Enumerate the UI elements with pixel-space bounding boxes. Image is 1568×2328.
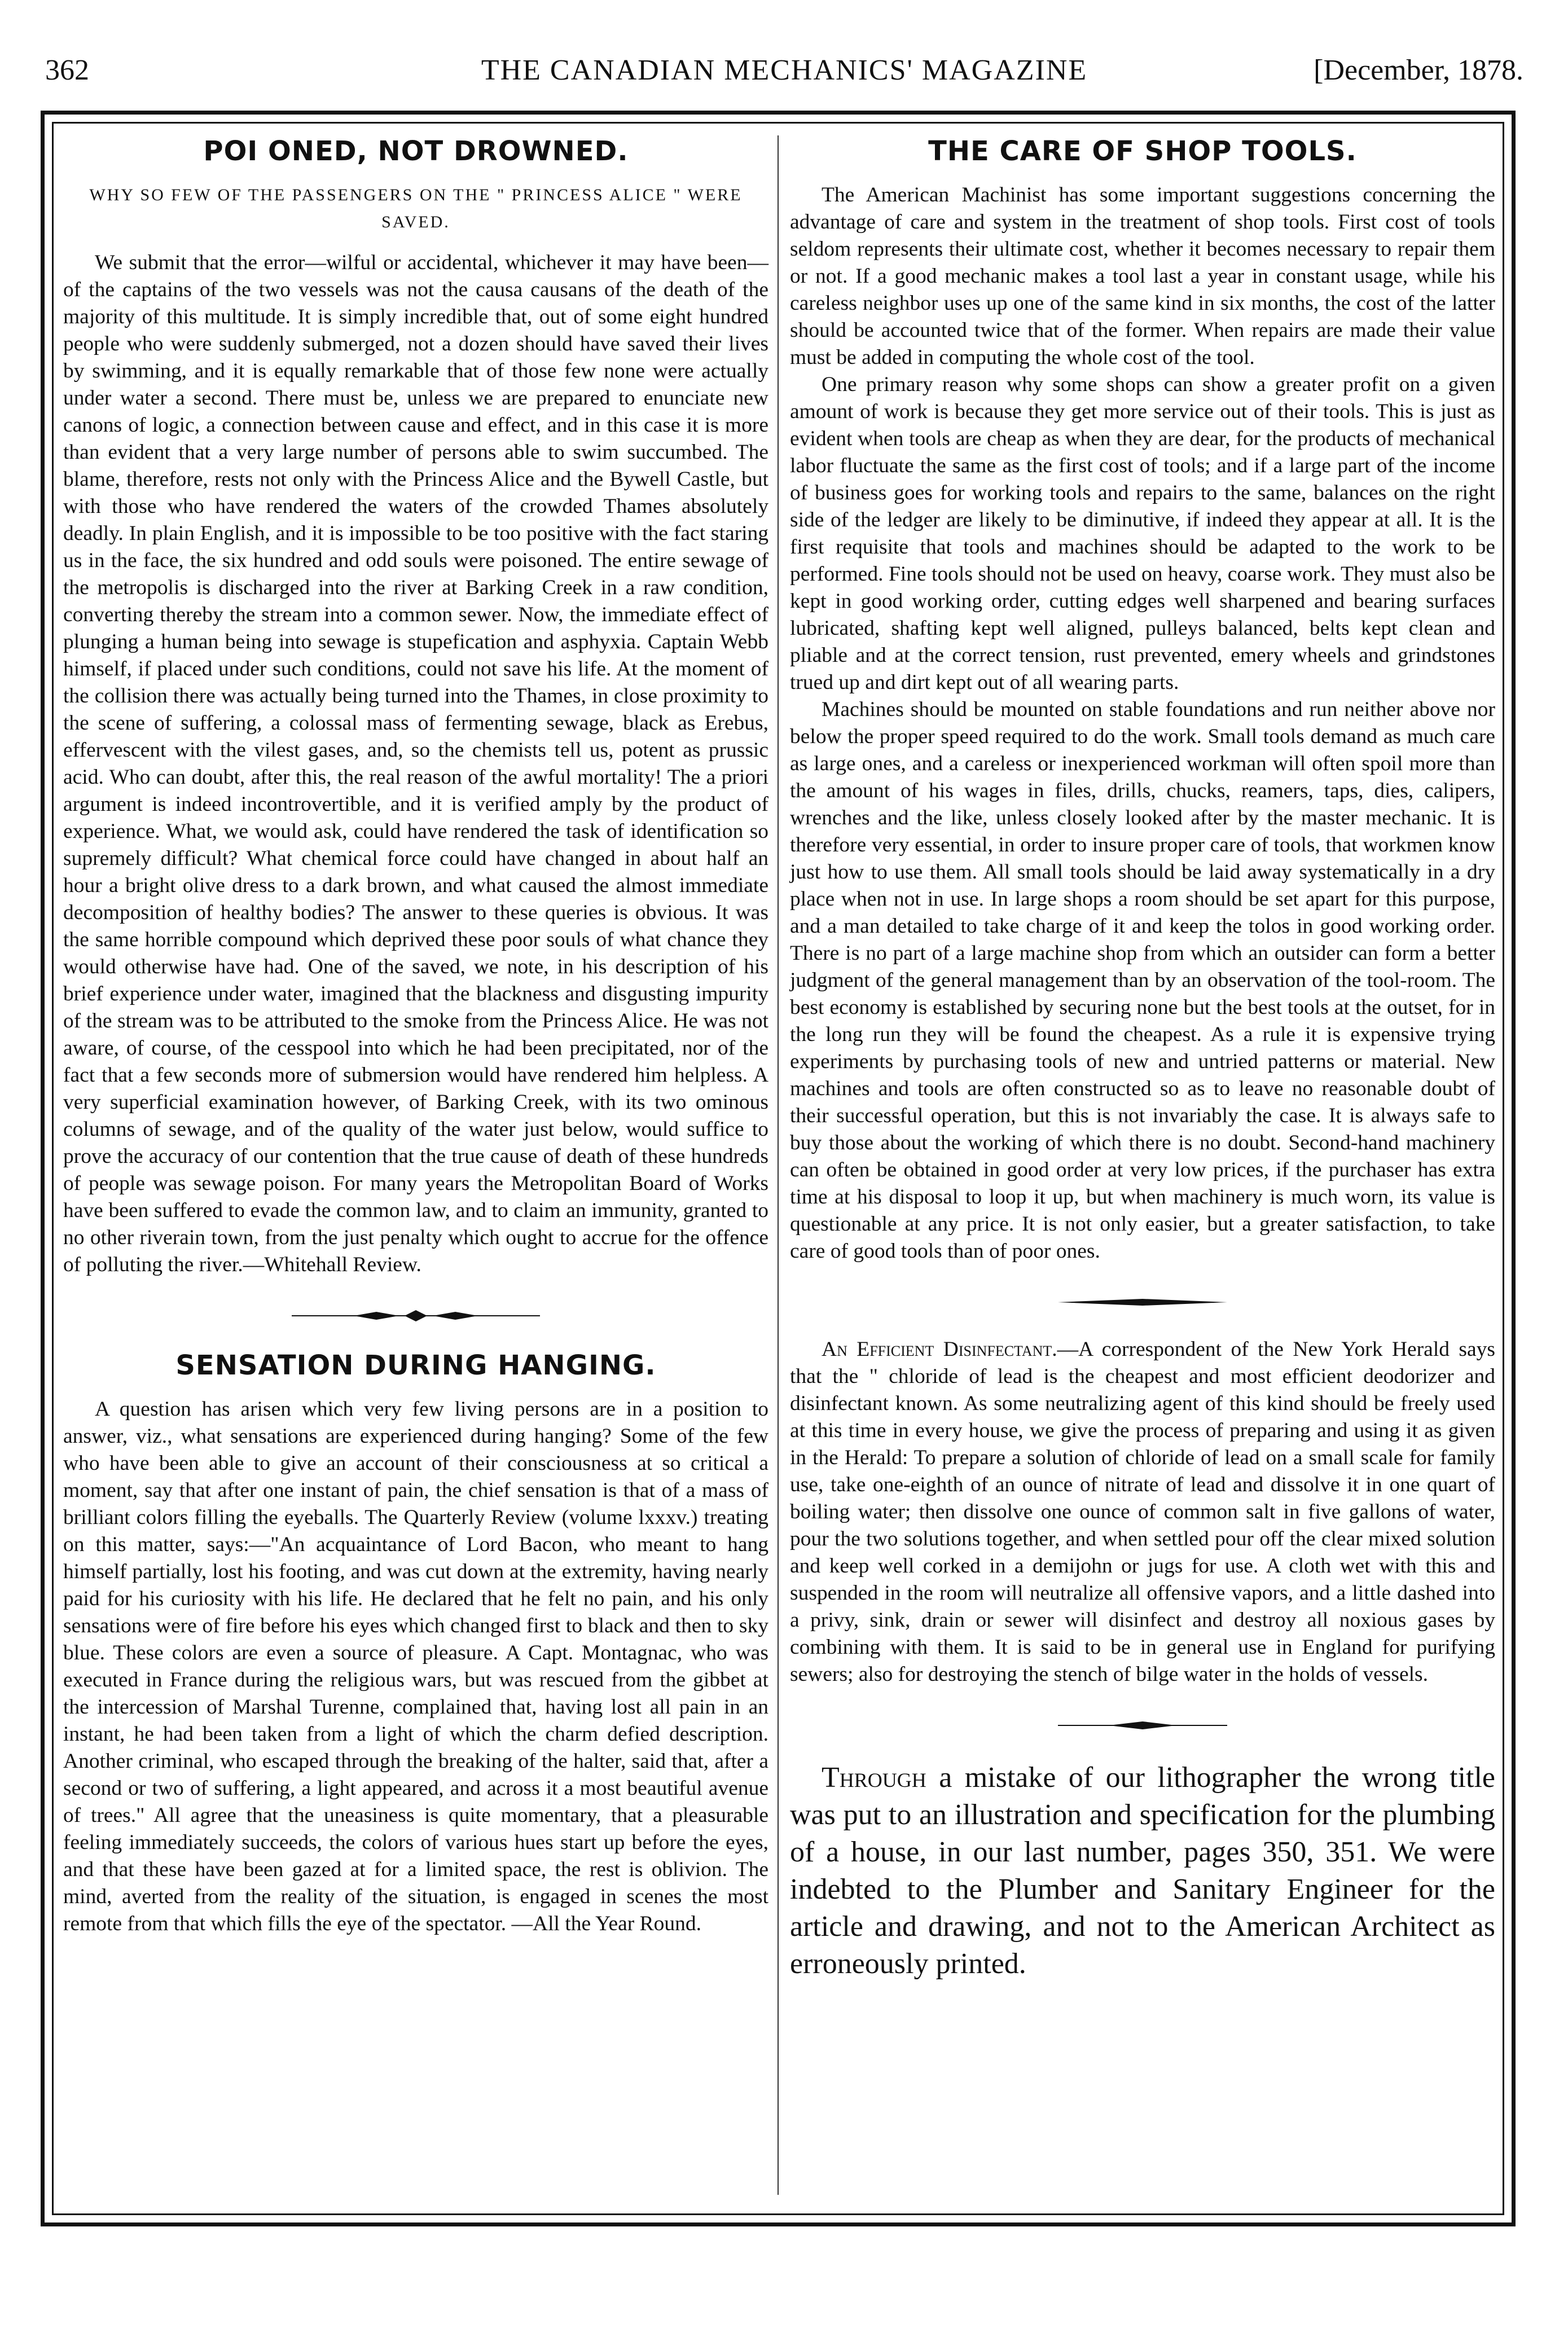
right-column <box>790 135 1495 1983</box>
article-subtitle-poisoned: WHY SO FEW OF THE PASSENGERS ON THE " PRINCESS ALICE " WERE SAVED. <box>89 186 743 231</box>
page-number: 362 <box>45 54 89 86</box>
erratum-paragraph <box>790 1759 1495 1983</box>
erratum-notice <box>790 1759 1495 1983</box>
article-para-shop-tools-3: Machines should be mounted on stable foundations and run neither above nor below the proper speed required to do the work. Small tools demand as much care as large ones, and a careless or inexperienced workman will often spoil more than the amount of his wages in files, drills, chucks, reamers, taps, dies, calipers, wrenches and the like, unless closely looked after by the master mechanic. It is therefore very essential, in order to insure proper care of tools, that workmen know just how to use them. All small tools should be laid away systematically in a dry place when not in use. In large shops a room should be set apart for this purpose, and a man detailed to take charge of it and keep the tolos in good working order. There is no part of a large machine shop from which an outsider can form a better judgment of the general management than by an observation of the tool-room. The best economy is established by securing none but the best tools at the outset, for in the long run they will be found the cheapest. As a rule it is expensive trying experiments by purchasing tools of new and untried patterns or material. New machines and tools are often constructed so as to leave no reasonable doubt of their successful operation, but this is not invariably the case. It is always safe to buy those about the working of which there is no doubt. Second-hand machinery can often be obtained in good order at very low prices, if the purchaser has extra time at his disposal to loop it up, but when machinery is much worn, its value is questionable at any price. It is not only easier, but a greater satisfaction, to take care of good tools than of poor ones. <box>790 698 1495 1263</box>
ornament-icon <box>292 1307 540 1324</box>
article-body-hanging: A question has arisen which very few living persons are in a position to answer, viz., what sensations are experienced during hanging? Some of the few who have been able to give an account of their consciousness at so critical a moment, say that after one instant of pain, the chief sensation is that of a mass of brilliant colors filling the eyeballs. The Quarterly Review (volume lxxxv.) treating on this matter, says:—"An acquaintance of Lord Bacon, who meant to hang himself partially, lost his footing, and was cut down at the extremity, having nearly paid for his curiosity with his life. He declared that he felt no pain, and his only sensations were of fire before his eyes which changed first to black and then to sky blue. These colors are even a source of pleasure. A Capt. Montagnac, who was executed in France during the religious wars, but was rescued from the gibbet at the intercession of Marshal Turenne, complained that, having lost all pain in an instant, he had been taken from a light of which the charm defied description. Another criminal, who escaped through the breaking of the halter, said that, after a second or two of suffering, a light appeared, and across it a most beautiful avenue of trees." All agree that the uneasiness is quite momentary, that a pleasurable feeling immediately succeeds, the colors of various hues start up before the eyes, and that these have been gazed at for a limited space, the rest is oblivion. The mind, averted from the reality of the situation, is engaged in scenes the most remote from that which fills the eye of the spectator. —All the Year Round. <box>63 1398 768 1935</box>
article-disinfectant <box>790 1336 1495 1688</box>
magazine-title: THE CANADIAN MECHANICS' MAGAZINE <box>481 54 1088 86</box>
article-title-hanging: SENSATION DURING HANGING. <box>175 1350 656 1381</box>
ornament-icon-2 <box>1058 1717 1227 1734</box>
disinfectant-lead: An Efficient Disinfectant. <box>822 1338 1057 1361</box>
erratum-lead: Through <box>822 1762 926 1794</box>
page-header <box>45 45 1523 96</box>
section-rule-divider <box>790 1291 1495 1314</box>
left-column <box>63 135 768 1938</box>
column-divider <box>778 135 779 2195</box>
article-title-shop-tools: THE CARE OF SHOP TOOLS. <box>928 135 1357 167</box>
section-ornament-divider-2 <box>790 1714 1495 1737</box>
disinfectant-body: —A correspondent of the New York Herald says that the " chloride of lead is the cheapest and most efficient deodorizer and disinfectant known. As some neutralizing agent of this kind should be freely used at this time in every house, we give the process of preparing and using it as given in the Herald: To prepare a solution of chloride of lead on a small scale for family use, take one-eighth of an ounce of nitrate of lead and dissolve it in one quart of boiling water; then dissolve one ounce of common salt in five gallons of water, pour the two solutions together, and when settled pour off the clear mixed solution and keep well corked in a demijohn or jugs for use. A cloth wet with this and suspended in the room will neutralize all offensive vapors, and a little dashed into a privy, sink, drain or sewer will disinfect and destroy all noxious gases by combining with them. It is said to be in general use in England for purifying sewers; also for destroying the stench of bilge water in the holds of vessels. <box>790 1338 1495 1686</box>
article-body-poisoned: We submit that the error—wilful or accidental, whichever it may have been—of the captains of the two vessels was not the causa causans of the death of the majority of this multitude. It is simply incredible that, out of some eight hundred people who were suddenly submerged, not a dozen should have saved their lives by swimming, and it is equally remarkable that of those few none were actually under water a second. There must be, unless we are prepared to enunciate new canons of logic, a connection between cause and effect, and in this case it is more than evident that a very large number of persons able to swim succumbed. The blame, therefore, rests not only with the Princess Alice and the Bywell Castle, but with those who have rendered the waters of the crowded Thames absolutely deadly. In plain English, and it is impossible to be too positive with the fact staring us in the face, the six hundred and odd souls were poisoned. The entire sewage of the metropolis is discharged into the river at Barking Creek in a raw condition, converting thereby the stream into a common sewer. Now, the immediate effect of plunging a human being into sewage is stupefication and asphyxia. Captain Webb himself, if placed under such conditions, could not save his life. At the moment of the collision there was actually being turned into the Thames, in close proximity to the scene of suffering, a colossal mass of fermenting sewage, black as Erebus, effervescent with the vilest gases, and, so the chemists tell us, potent as prussic acid. Who can doubt, after this, the real reason of the awful mortality! The a priori argument is indeed incontrovertible, and it is verified amply by the product of experience. What, we would ask, could have rendered the task of identification so supremely difficult? What chemical force could have changed in about half an hour a bright olive dress to a dark brown, and what caused the almost immediate decomposition of healthy bodies? The answer to these queries is obvious. It was the same horrible compound which deprived these poor souls of what chance they would otherwise have had. One of the saved, we note, in his description of his brief experience under water, imagined that the blackness and disgusting impurity of the stream was to be attributed to the smoke from the Princess Alice. He was not aware, of course, of the cesspool into which he had been precipitated, nor of the fact that a few seconds more of submersion would have rendered him helpless. A very superficial examination however, of Barking Creek, with its two ominous columns of sewage, and of the quality of the water just below, would suffice to prove the accuracy of our contention that the true cause of death of these hundreds of people was sewage poison. For many years the Metropolitan Board of Works have been suffered to evade the common law, and to claim an immunity, granted to no other riverain town, from the just penalty which ought to accrue for the offence of polluting the river.—Whitehall Review. <box>63 251 768 1276</box>
article-para-shop-tools-1: The American Machinist has some important suggestions concerning the advantage of care and system in the treatment of shop tools. First cost of tools seldom represents their ultimate cost, whether it becomes necessary to repair them or not. If a good mechanic makes a tool last a year in constant usage, while his careless neighbor uses up one of the same kind in six months, the cost of the latter should be accounted twice that of the former. When repairs are made their value must be added in computing the whole cost of the tool. <box>790 183 1495 369</box>
rule-ornament-icon <box>1058 1294 1227 1311</box>
article-para-shop-tools-2: One primary reason why some shops can show a greater profit on a given amount of work is because they get more service out of their tools. This is just as evident when tools are cheap as when they are dear, for the products of mechanical labor fluctuate the same as the first cost of tools; and if a large part of the income of business goes for working tools and repairs to the same, balances on the right side of the ledger are likely to be diminutive, if indeed they appear at all. It is the first requisite that tools and machines should be adapted to the work to be performed. Fine tools should not be used on heavy, coarse work. They must also be kept in good working order, cutting edges well sharpened and bearing surfaces lubricated, shafting kept well aligned, pulleys balanced, belts kept clean and pliable and at the correct tension, rust prevented, emery wheels and grindstones trued up and dirt kept out of all wearing parts. <box>790 373 1495 694</box>
article-title-poisoned: POI ONED, NOT DROWNED. <box>203 135 629 167</box>
erratum-body: a mistake of our lithographer the wrong title was put to an illustration and specification for the plumbing of a house, in our last number, pages 350, 351. We were indebted to the Plumber and Sanitary Engineer for the article and drawing, and not to the American Architect as erroneously printed. <box>790 1762 1495 1980</box>
issue-date: [December, 1878. <box>1314 54 1523 86</box>
section-ornament-divider <box>63 1304 768 1327</box>
